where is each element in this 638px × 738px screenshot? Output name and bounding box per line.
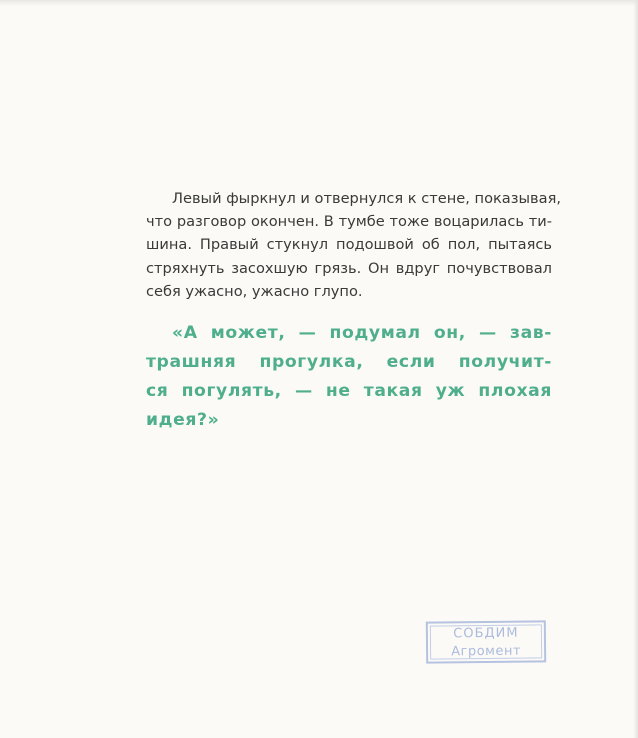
stamp-inner-border (430, 624, 542, 659)
page-top-shadow (0, 0, 638, 6)
quote-line: «А может, — подумал он, — зав- (172, 323, 552, 343)
body-line: шина. Правый стукнул подошвой об пол, пытаясь (146, 236, 552, 254)
body-line: Левый фыркнул и отвернулся к стене, показывая, (172, 190, 561, 207)
quote-line: трашняя прогулка, если получит- (146, 352, 552, 372)
page-right-edge (633, 0, 638, 738)
quote-line: идея?» (146, 410, 220, 430)
body-line: что разговор окончен. В тумбе тоже воцарилась ти- (146, 213, 552, 231)
quote-line: ся погулять, — не такая уж плохая (146, 381, 552, 401)
quote-paragraph (146, 319, 552, 435)
stamp-line-2: Агромент (451, 643, 522, 660)
stamp-line-1: СОБДИМ (453, 625, 519, 642)
body-line: себя ужасно, ужасно глупо. (146, 282, 363, 300)
library-stamp (426, 620, 546, 663)
body-line: стряхнуть засохшую грязь. Он вдруг почувствовал (146, 259, 552, 277)
body-paragraph (146, 187, 561, 303)
